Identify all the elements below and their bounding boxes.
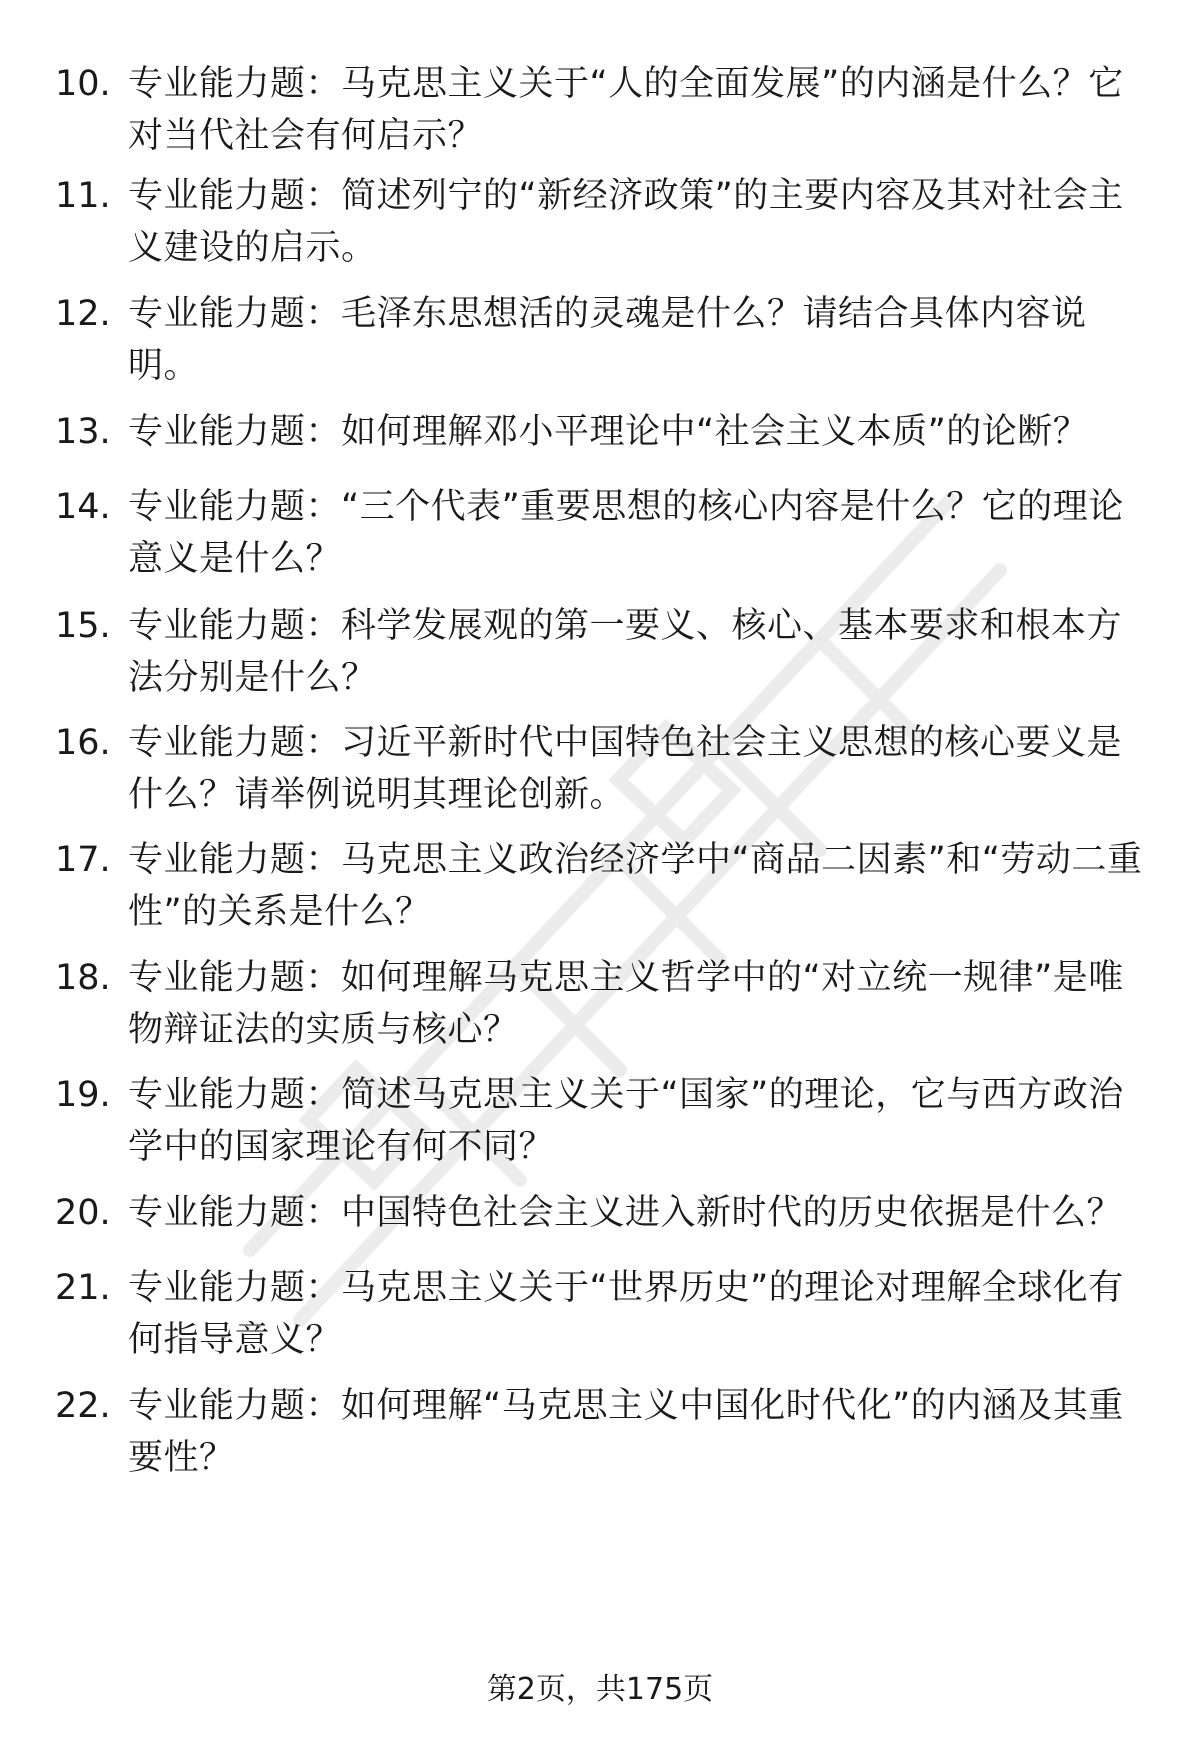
question-text: 专业能力题：简述马克思主义关于“国家”的理论，它与西方政治学中的国家理论有何不同？ bbox=[128, 1075, 1124, 1167]
question-text: 专业能力题：习近平新时代中国特色社会主义思想的核心要义是什么？请举例说明其理论创新。 bbox=[128, 723, 1123, 815]
question-number: 11. bbox=[55, 176, 111, 216]
question-number: 14. bbox=[55, 487, 111, 527]
question-text: 专业能力题：“三个代表”重要思想的核心内容是什么？它的理论意义是什么？ bbox=[128, 487, 1124, 579]
question-text: 专业能力题：如何理解“马克思主义中国化时代化”的内涵及其重要性？ bbox=[128, 1386, 1124, 1478]
question-number: 17. bbox=[55, 840, 111, 880]
question-number: 10. bbox=[55, 64, 111, 104]
question-number: 13. bbox=[55, 412, 111, 452]
question-number: 18. bbox=[55, 958, 111, 998]
question-number: 15. bbox=[55, 606, 111, 646]
question-text: 专业能力题：马克思主义关于“世界历史”的理论对理解全球化有何指导意义？ bbox=[128, 1268, 1124, 1360]
question-number: 21. bbox=[55, 1268, 111, 1308]
question-text: 专业能力题：如何理解马克思主义哲学中的“对立统一规律”是唯物辩证法的实质与核心？ bbox=[128, 958, 1124, 1050]
question-number: 20. bbox=[55, 1193, 111, 1233]
question-text: 专业能力题：简述列宁的“新经济政策”的主要内容及其对社会主义建设的启示。 bbox=[128, 176, 1124, 268]
page-footer: 第2页，共175页 bbox=[486, 1672, 714, 1707]
question-text: 专业能力题：如何理解邓小平理论中“社会主义本质”的论断？ bbox=[128, 412, 1089, 452]
question-text: 专业能力题：马克思主义关于“人的全面发展”的内涵是什么？它对当代社会有何启示？ bbox=[128, 64, 1124, 156]
question-text: 专业能力题：科学发展观的第一要义、核心、基本要求和根本方法分别是什么？ bbox=[128, 606, 1123, 698]
question-number: 22. bbox=[55, 1386, 111, 1426]
question-number: 12. bbox=[55, 294, 111, 334]
question-text: 专业能力题：毛泽东思想活的灵魂是什么？请结合具体内容说明。 bbox=[128, 294, 1087, 386]
question-text: 专业能力题：马克思主义政治经济学中“商品二因素”和“劳动二重性”的关系是什么？ bbox=[128, 840, 1143, 932]
question-text: 专业能力题：中国特色社会主义进入新时代的历史依据是什么？ bbox=[128, 1193, 1123, 1233]
question-number: 16. bbox=[55, 723, 111, 763]
question-number: 19. bbox=[55, 1075, 111, 1115]
